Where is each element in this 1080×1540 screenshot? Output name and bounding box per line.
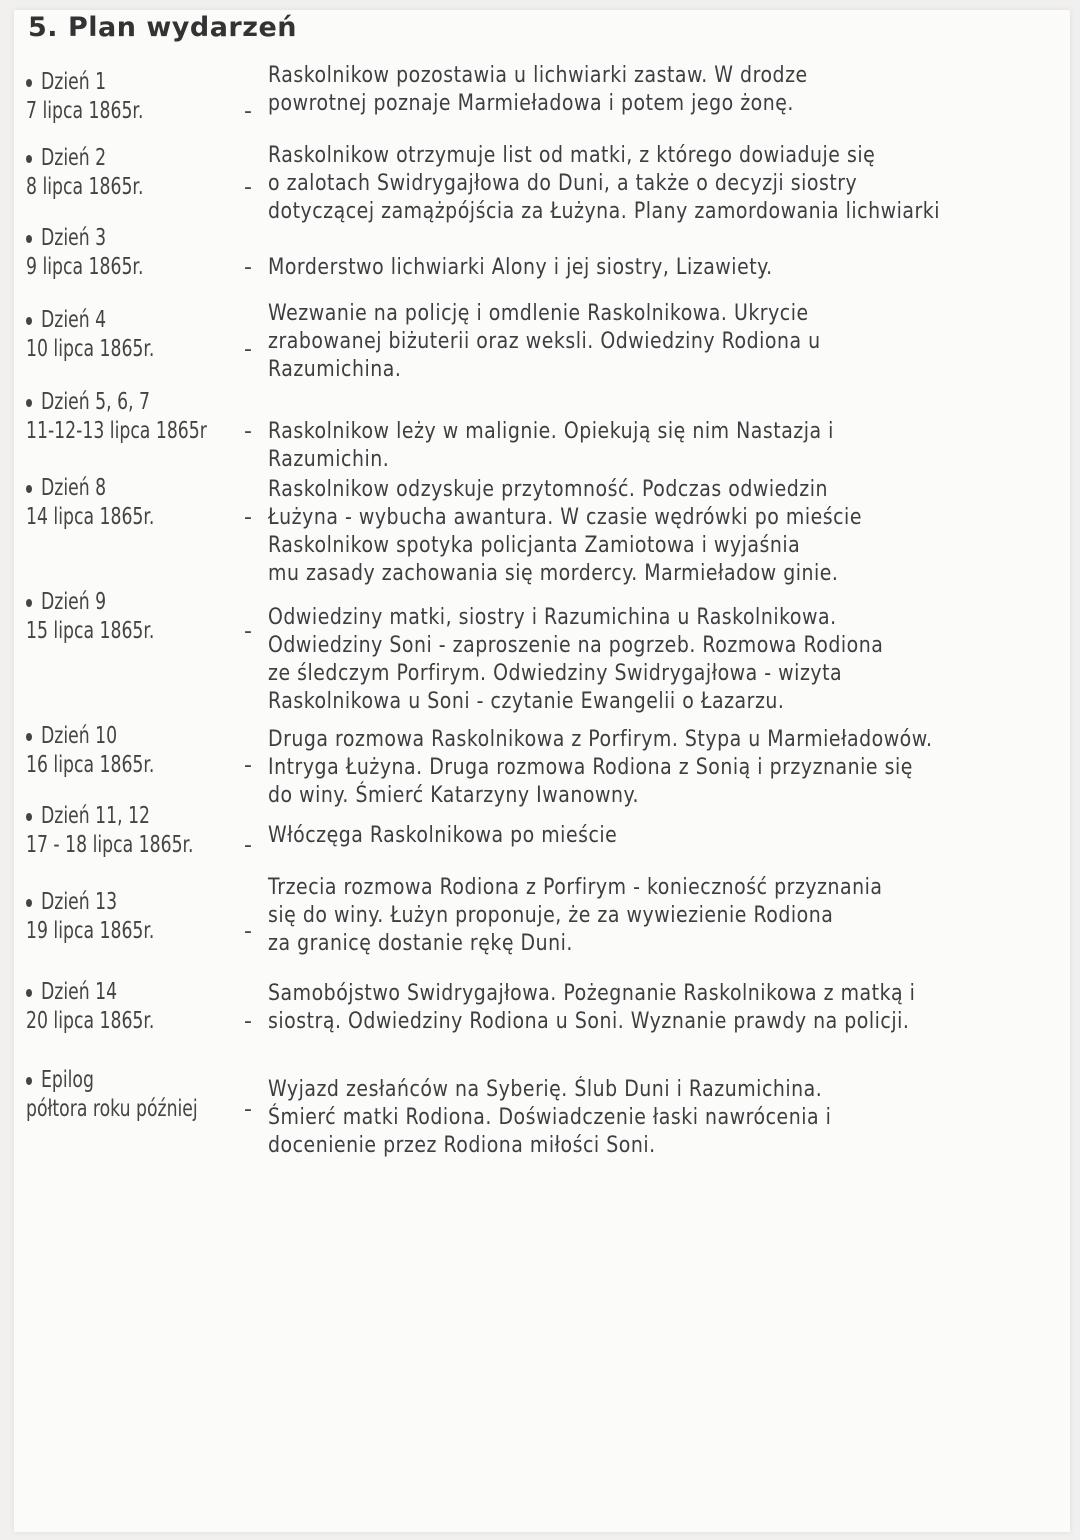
description-line: Raskolnikow leży w malignie. Opiekują się nim Nastazja i — [268, 419, 834, 444]
description-line: Druga rozmowa Raskolnikowa z Porfirym. Stypa u Marmieładowów. — [268, 727, 933, 752]
event-day: Dzień 4 — [41, 307, 107, 333]
dash-separator: - — [244, 833, 252, 858]
bullet-icon — [26, 155, 32, 163]
event-label — [26, 722, 154, 780]
dash-separator: - — [244, 419, 252, 444]
event-label — [26, 306, 154, 364]
dash-separator: - — [244, 337, 252, 362]
bullet-icon — [26, 899, 32, 907]
description-line: Razumichin. — [268, 447, 390, 472]
dash-separator: - — [244, 1097, 252, 1122]
event-date: półtora roku później — [26, 1096, 198, 1122]
event-description — [268, 418, 956, 474]
event-date: 9 lipca 1865r. — [26, 254, 144, 280]
event-date: 11-12-13 lipca 1865r — [26, 418, 207, 444]
event-day: Dzień 5, 6, 7 — [41, 389, 151, 415]
event-label — [26, 388, 207, 446]
event-label — [26, 68, 143, 126]
event-day: Dzień 13 — [41, 889, 118, 915]
description-line: Raskolnikowa u Soni - czytanie Ewangelii o Łazarzu. — [268, 689, 785, 714]
description-line: Intryga Łużyna. Druga rozmowa Rodiona z Sonią i przyznanie się — [268, 755, 913, 780]
description-line: Samobójstwo Swidrygajłowa. Pożegnanie Raskolnikowa z matką i — [268, 981, 916, 1006]
description-line: ze śledczym Porfirym. Odwiedziny Swidrygajłowa - wizyta — [268, 661, 843, 686]
event-day: Dzień 10 — [41, 723, 118, 749]
event-date: 16 lipca 1865r. — [26, 752, 155, 778]
dash-separator: - — [244, 619, 252, 644]
event-description — [268, 142, 956, 226]
description-line: Razumichina. — [268, 357, 402, 382]
event-description — [268, 476, 956, 588]
dash-separator: - — [244, 175, 252, 200]
bullet-icon — [26, 1077, 32, 1085]
event-day: Dzień 2 — [41, 145, 107, 171]
event-date: 15 lipca 1865r. — [26, 618, 155, 644]
description-line: Wezwanie na policję i omdlenie Raskolnikowa. Ukrycie — [268, 301, 809, 326]
event-description — [268, 874, 956, 958]
event-day: Dzień 3 — [41, 225, 107, 251]
description-line: zrabowanej biżuterii oraz weksli. Odwiedziny Rodiona u — [268, 329, 821, 354]
event-label — [26, 144, 143, 202]
bullet-icon — [26, 235, 32, 243]
description-line: Trzecia rozmowa Rodiona z Porfirym - konieczność przyznania — [268, 875, 883, 900]
description-line: Wyjazd zesłańców na Syberię. Ślub Duni i Razumichina. — [268, 1077, 823, 1102]
description-line: Odwiedziny matki, siostry i Razumichina u Raskolnikowa. — [268, 605, 837, 630]
event-date: 10 lipca 1865r. — [26, 336, 155, 362]
event-description — [268, 822, 956, 850]
event-day: Dzień 9 — [41, 589, 107, 615]
event-day: Dzień 1 — [41, 69, 107, 95]
dash-separator: - — [244, 919, 252, 944]
event-description — [268, 62, 956, 118]
event-description — [268, 980, 956, 1036]
event-date: 20 lipca 1865r. — [26, 1008, 155, 1034]
dash-separator: - — [244, 1009, 252, 1034]
dash-separator: - — [244, 505, 252, 530]
description-line: do winy. Śmierć Katarzyny Iwanowny. — [268, 783, 640, 808]
description-line: o zalotach Swidrygajłowa do Duni, a także o decyzji siostry — [268, 171, 858, 196]
bullet-icon — [26, 989, 32, 997]
event-date: 8 lipca 1865r. — [26, 174, 144, 200]
description-line: się do winy. Łużyn proponuje, że za wywiezienie Rodiona — [268, 903, 834, 928]
description-line: docenienie przez Rodiona miłości Soni. — [268, 1133, 656, 1158]
description-line: Raskolnikow spotyka policjanta Zamiotowa i wyjaśnia — [268, 533, 801, 558]
description-line: Łużyna - wybucha awantura. W czasie wędrówki po mieście — [268, 505, 862, 530]
event-date: 7 lipca 1865r. — [26, 98, 144, 124]
event-label — [26, 588, 154, 646]
event-label — [26, 802, 194, 860]
event-label — [26, 978, 154, 1036]
page-title: 5. Plan wydarzeń — [28, 12, 297, 43]
event-date: 19 lipca 1865r. — [26, 918, 155, 944]
bullet-icon — [26, 733, 32, 741]
event-day: Epilog — [41, 1067, 94, 1093]
description-line: mu zasady zachowania się mordercy. Marmieładow ginie. — [268, 561, 839, 586]
event-label — [26, 1066, 198, 1124]
event-label — [26, 224, 143, 282]
event-date: 14 lipca 1865r. — [26, 504, 155, 530]
event-label — [26, 474, 154, 532]
description-line: Raskolnikow pozostawia u lichwiarki zastaw. W drodze — [268, 63, 808, 88]
description-line: dotyczącej zamążpójścia za Łużyna. Plany zamordowania lichwiarki — [268, 199, 940, 224]
description-line: Morderstwo lichwiarki Alony i jej siostry, Lizawiety. — [268, 255, 773, 280]
description-line: Śmierć matki Rodiona. Doświadczenie łaski nawrócenia i — [268, 1105, 832, 1130]
event-description — [268, 1076, 956, 1160]
event-description — [268, 726, 956, 810]
event-day: Dzień 8 — [41, 475, 107, 501]
bullet-icon — [26, 599, 32, 607]
event-description — [268, 300, 956, 384]
dash-separator: - — [244, 99, 252, 124]
dash-separator: - — [244, 255, 252, 280]
description-line: Raskolnikow otrzymuje list od matki, z którego dowiaduje się — [268, 143, 876, 168]
description-line: Włóczęga Raskolnikowa po mieście — [268, 823, 618, 848]
description-line: za granicę dostanie rękę Duni. — [268, 931, 573, 956]
event-day: Dzień 11, 12 — [41, 803, 151, 829]
bullet-icon — [26, 813, 32, 821]
event-description — [268, 604, 956, 716]
description-line: powrotnej poznaje Marmieładowa i potem jego żonę. — [268, 91, 794, 116]
event-date: 17 - 18 lipca 1865r. — [26, 832, 194, 858]
bullet-icon — [26, 399, 32, 407]
description-line: siostrą. Odwiedziny Rodiona u Soni. Wyznanie prawdy na policji. — [268, 1009, 910, 1034]
dash-separator: - — [244, 753, 252, 778]
description-line: Raskolnikow odzyskuje przytomność. Podczas odwiedzin — [268, 477, 829, 502]
event-description — [268, 254, 956, 282]
event-day: Dzień 14 — [41, 979, 118, 1005]
bullet-icon — [26, 317, 32, 325]
bullet-icon — [26, 79, 32, 87]
event-label — [26, 888, 154, 946]
bullet-icon — [26, 485, 32, 493]
description-line: Odwiedziny Soni - zaproszenie na pogrzeb. Rozmowa Rodiona — [268, 633, 884, 658]
